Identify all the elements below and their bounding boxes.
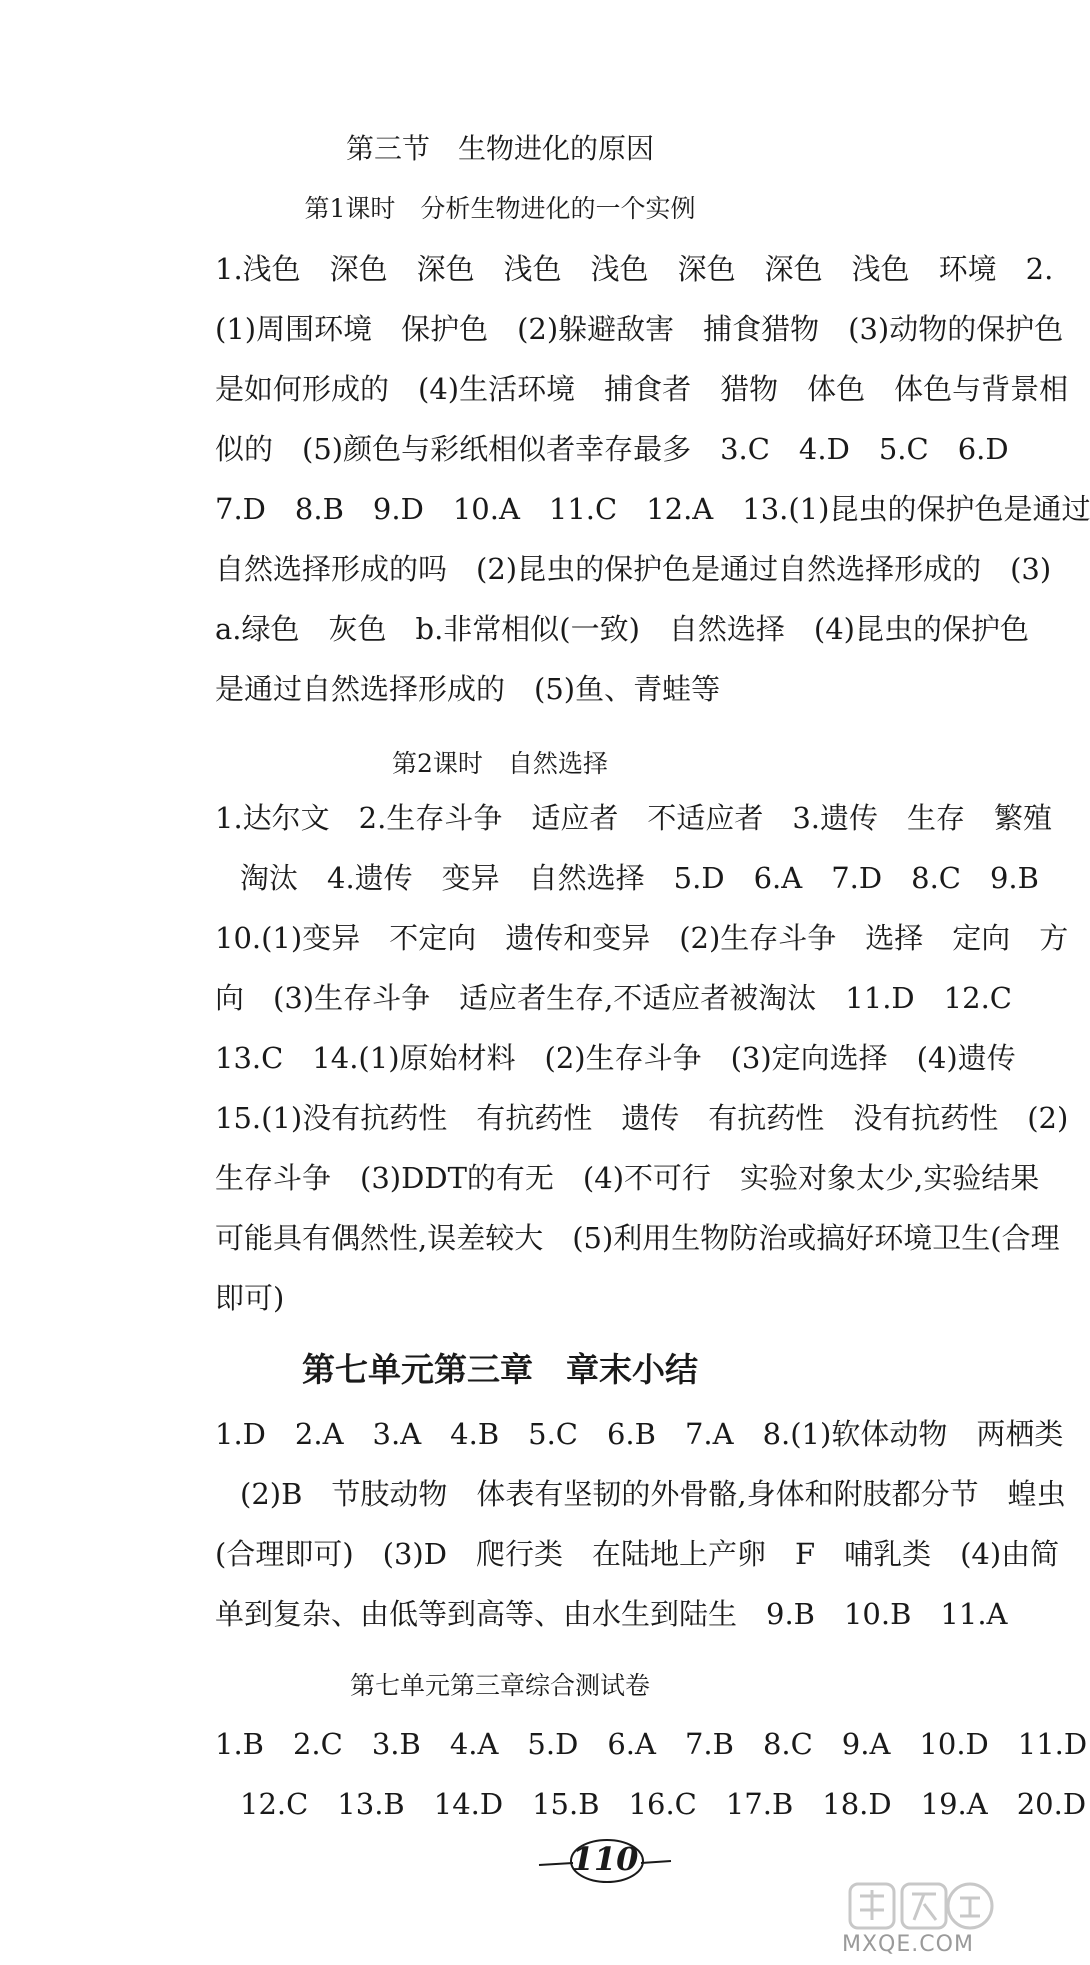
answer-line: 15.(1)没有抗药性 有抗药性 遗传 有抗药性 没有抗药性 (2) [215, 1101, 1069, 1135]
answer-line: 13.C 14.(1)原始材料 (2)生存斗争 (3)定向选择 (4)遗传 [215, 1041, 1016, 1075]
answer-line: 是通过自然选择形成的 (5)鱼、青蛙等 [215, 672, 721, 706]
answer-line: 似的 (5)颜色与彩纸相似者幸存最多 3.C 4.D 5.C 6.D [215, 432, 1009, 466]
answer-line: 1.浅色 深色 深色 浅色 浅色 深色 深色 浅色 环境 2. [215, 252, 1054, 286]
answer-line: 自然选择形成的吗 (2)昆虫的保护色是通过自然选择形成的 (3) [215, 552, 1052, 586]
test-paper-title: 第七单元第三章综合测试卷 [349, 1671, 650, 1700]
watermark-text: MXQE.COM [842, 1932, 974, 1957]
answer-line: (2)B 节肢动物 体表有坚韧的外骨骼,身体和附肢都分节 蝗虫 [240, 1477, 1066, 1511]
page-number-badge [535, 1832, 675, 1892]
answer-line: 1.达尔文 2.生存斗争 适应者 不适应者 3.遗传 生存 繁殖 [215, 801, 1053, 835]
page-number: 110 [571, 1840, 639, 1878]
answer-line: 向 (3)生存斗争 适应者生存,不适应者被淘汰 11.D 12.C [215, 981, 1012, 1015]
chapter-summary-title: 第七单元第三章 章末小结 [302, 1350, 698, 1389]
section-title: 第三节 生物进化的原因 [345, 132, 654, 165]
answer-line: 12.C 13.B 14.D 15.B 16.C 17.B 18.D 19.A 20.D [240, 1787, 1087, 1821]
answer-line: 即可) [215, 1281, 285, 1315]
answer-line: 1.D 2.A 3.A 4.B 5.C 6.B 7.A 8.(1)软体动物 两栖类 [215, 1417, 1064, 1451]
answer-line: 淘汰 4.遗传 变异 自然选择 5.D 6.A 7.D 8.C 9.B [240, 861, 1039, 895]
answer-line: 单到复杂、由低等到高等、由水生到陆生 9.B 10.B 11.A [215, 1597, 1008, 1631]
answer-line: 可能具有偶然性,误差较大 (5)利用生物防治或搞好环境卫生(合理 [215, 1221, 1060, 1255]
lesson-2-title: 第2课时 自然选择 [392, 749, 608, 778]
answer-line: (1)周围环境 保护色 (2)躲避敌害 捕食猎物 (3)动物的保护色 [215, 312, 1064, 346]
answer-line: 是如何形成的 (4)生活环境 捕食者 猎物 体色 体色与背景相 [215, 372, 1069, 406]
lesson-1-title: 第1课时 分析生物进化的一个实例 [304, 194, 696, 223]
answer-line: a.绿色 灰色 b.非常相似(一致) 自然选择 (4)昆虫的保护色 [215, 612, 1029, 646]
answer-line: 生存斗争 (3)DDT的有无 (4)不可行 实验对象太少,实验结果 [215, 1161, 1040, 1195]
answer-line: 1.B 2.C 3.B 4.A 5.D 6.A 7.B 8.C 9.A 10.D 11.D [215, 1727, 1088, 1761]
answer-line: (合理即可) (3)D 爬行类 在陆地上产卵 F 哺乳类 (4)由简 [215, 1537, 1060, 1571]
answer-line: 7.D 8.B 9.D 10.A 11.C 12.A 13.(1)昆虫的保护色是通过 [215, 492, 1090, 526]
answer-line: 10.(1)变异 不定向 遗传和变异 (2)生存斗争 选择 定向 方 [215, 921, 1069, 955]
